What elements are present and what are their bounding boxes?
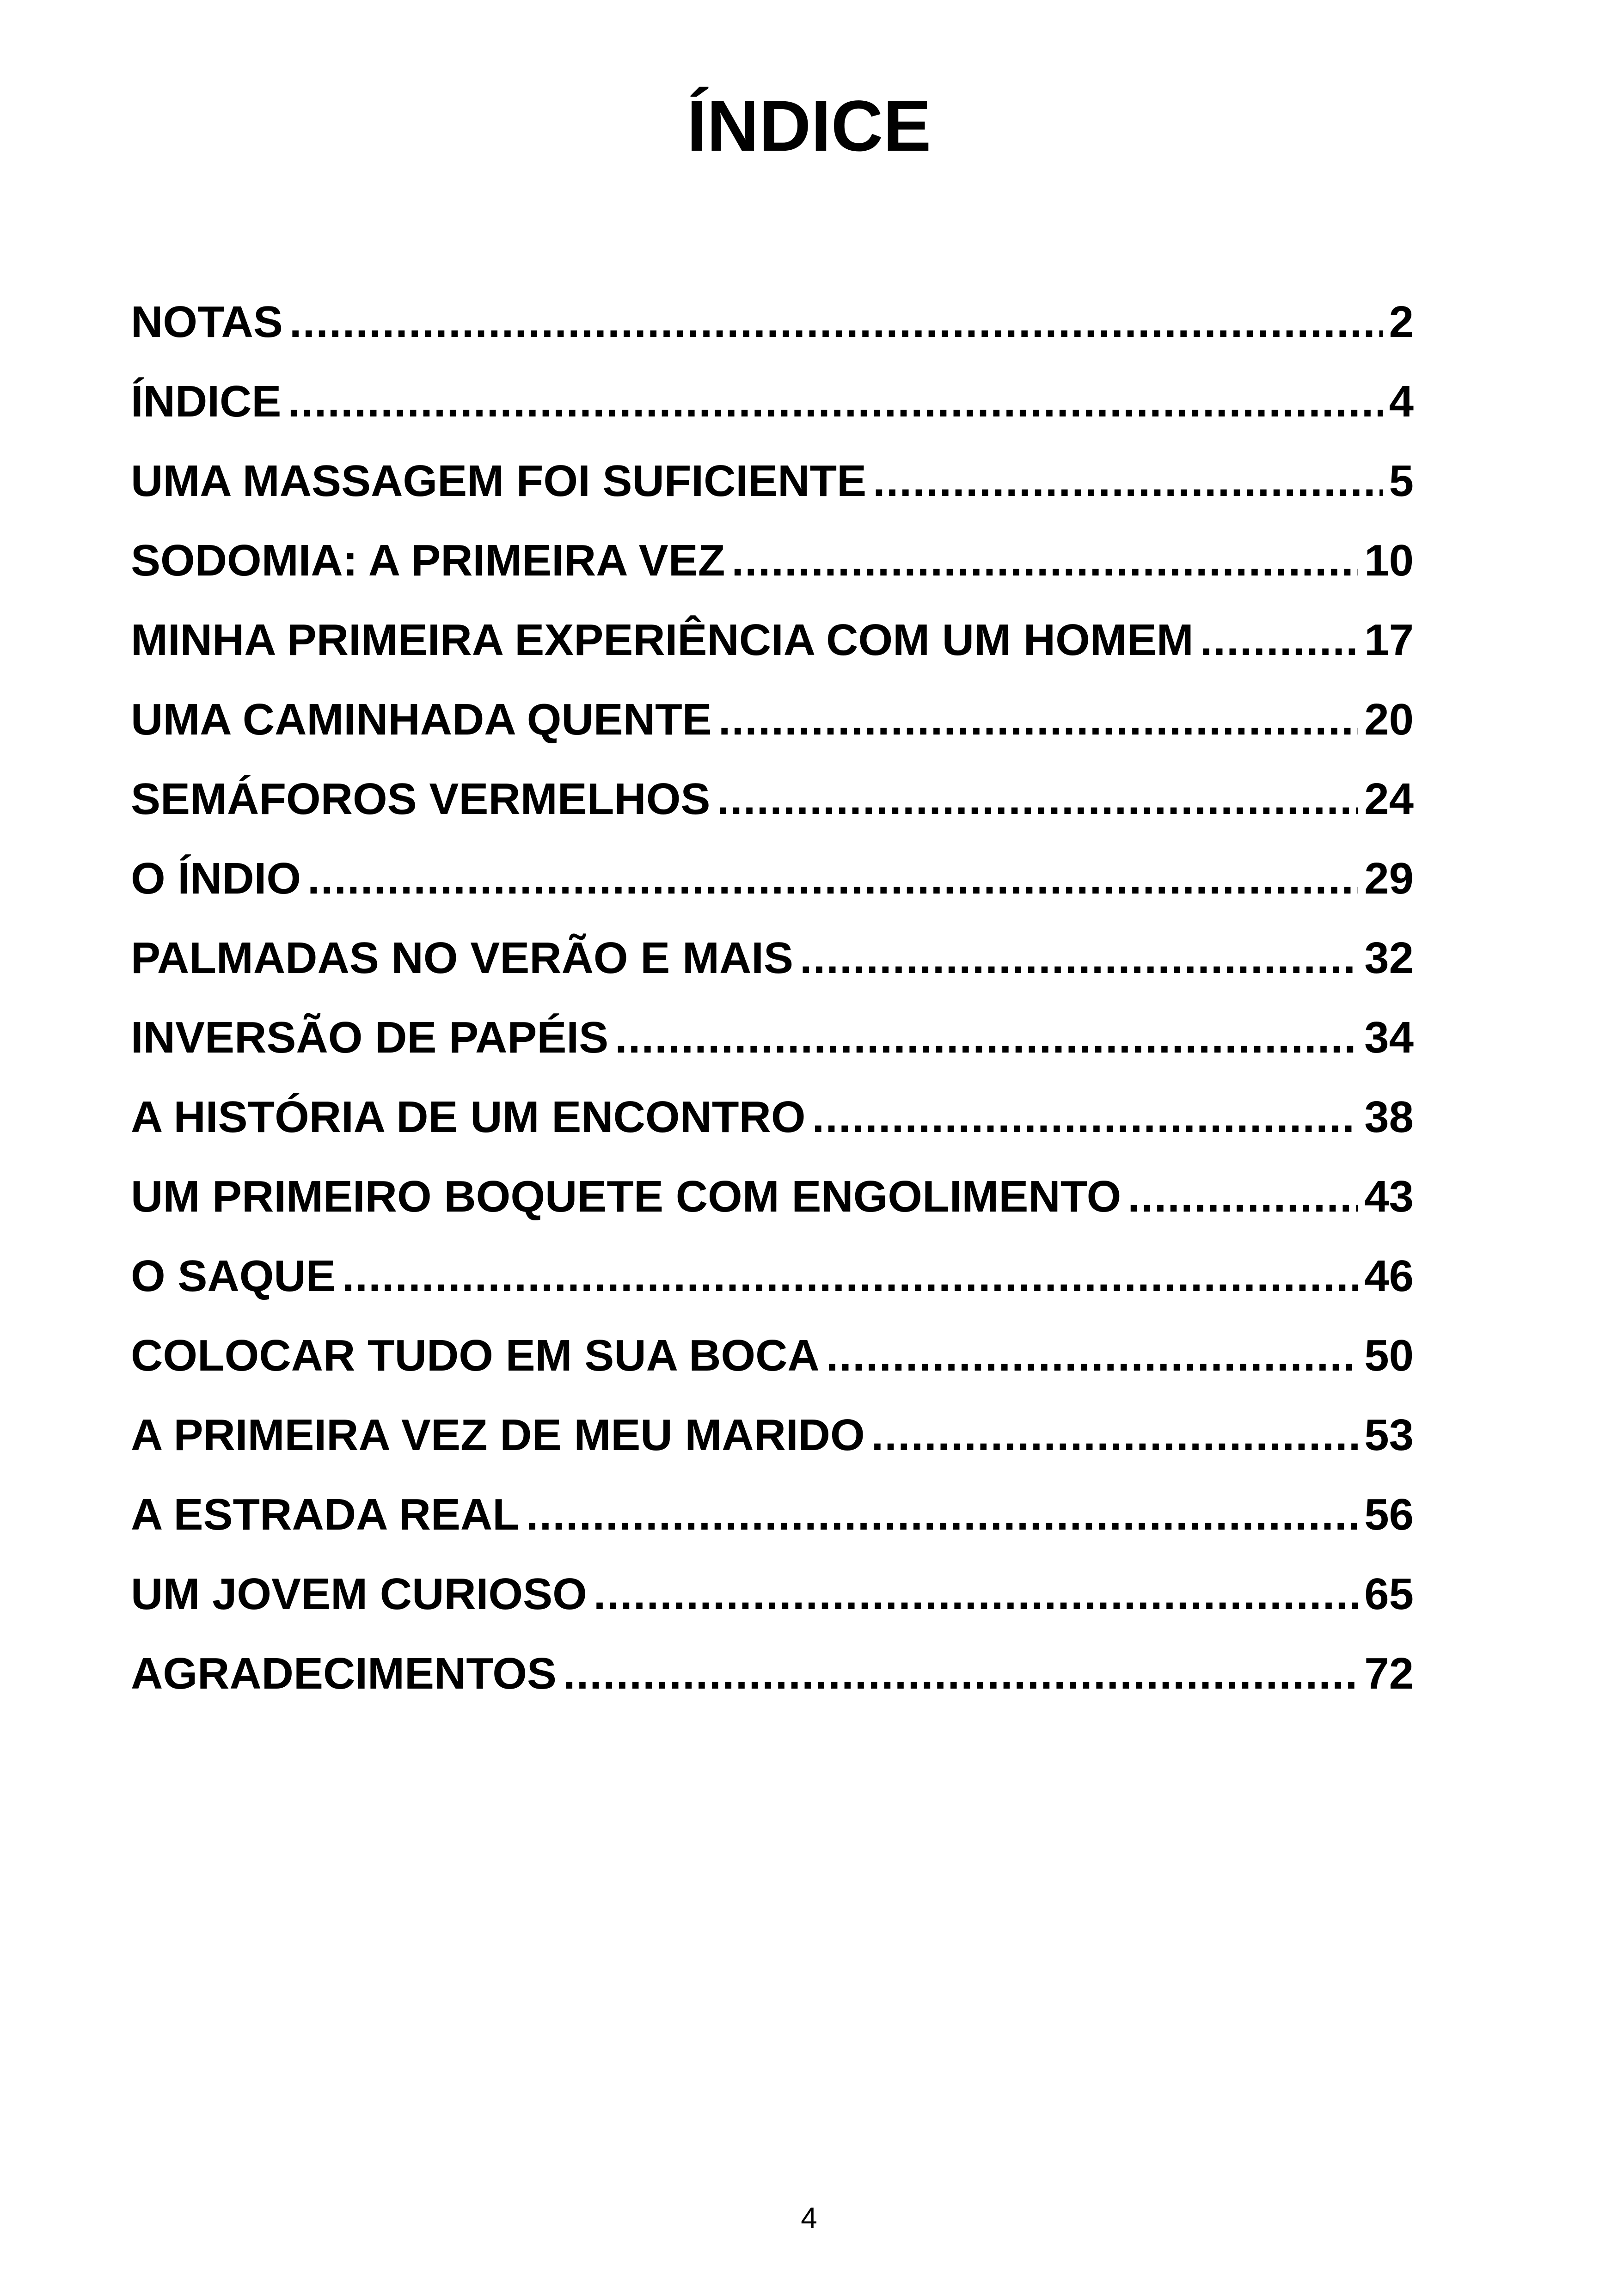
toc-dot-leader (871, 1405, 1358, 1465)
toc-entry-title: COLOCAR TUDO EM SUA BOCA (131, 1331, 820, 1380)
toc-entry-title: O SAQUE (131, 1251, 336, 1301)
toc-entry-title: AGRADECIMENTOS (131, 1649, 557, 1698)
toc-entry-page: 34 (1364, 1013, 1414, 1062)
toc-entry[interactable] (131, 372, 1414, 451)
toc-entry-page: 17 (1364, 615, 1414, 665)
toc-entry[interactable] (131, 1405, 1414, 1485)
toc-dot-leader (615, 1008, 1358, 1068)
toc-entry-title: A PRIMEIRA VEZ DE MEU MARIDO (131, 1410, 865, 1460)
toc-entry-title: SODOMIA: A PRIMEIRA VEZ (131, 536, 725, 585)
toc-entry-page: 46 (1364, 1251, 1414, 1301)
toc-entry[interactable] (131, 1326, 1414, 1405)
toc-entry[interactable] (131, 292, 1414, 372)
toc-entry-page: 4 (1389, 377, 1414, 426)
toc-entry-page: 2 (1389, 297, 1414, 347)
toc-entry[interactable] (131, 1246, 1414, 1326)
toc-entry-title: A ESTRADA REAL (131, 1490, 520, 1539)
toc-entry[interactable] (131, 928, 1414, 1008)
page-number: 4 (801, 2201, 817, 2235)
toc-dot-leader (594, 1564, 1358, 1624)
toc-entry-page: 5 (1389, 456, 1414, 506)
toc-entry-page: 43 (1364, 1172, 1414, 1221)
toc-entry[interactable] (131, 1167, 1414, 1246)
toc-entry-title: UM PRIMEIRO BOQUETE COM ENGOLIMENTO (131, 1172, 1122, 1221)
toc-entry[interactable] (131, 451, 1414, 531)
toc-dot-leader (289, 292, 1383, 352)
toc-entry-title: O ÍNDIO (131, 854, 301, 903)
toc-dot-leader (307, 849, 1358, 909)
toc-entry[interactable] (131, 531, 1414, 610)
toc-entry-title: ÍNDICE (131, 377, 282, 426)
toc-entry-title: NOTAS (131, 297, 283, 347)
toc-entry-page: 65 (1364, 1569, 1414, 1619)
toc-entry-page: 53 (1364, 1410, 1414, 1460)
toc-entry-title: A HISTÓRIA DE UM ENCONTRO (131, 1092, 806, 1142)
toc-entry-page: 72 (1364, 1649, 1414, 1698)
toc-dot-leader (717, 769, 1358, 829)
toc-entry[interactable] (131, 849, 1414, 928)
toc-dot-leader (526, 1485, 1358, 1545)
toc-entry[interactable] (131, 610, 1414, 690)
toc-entry-page: 56 (1364, 1490, 1414, 1539)
toc-entry-title: UMA CAMINHADA QUENTE (131, 695, 712, 744)
toc-dot-leader (342, 1246, 1358, 1306)
toc-entry-title: PALMADAS NO VERÃO E MAIS (131, 933, 793, 983)
toc-entry-title: SEMÁFOROS VERMELHOS (131, 774, 711, 824)
toc-entry-page: 20 (1364, 695, 1414, 744)
toc-entry[interactable] (131, 1008, 1414, 1087)
toc-entry[interactable] (131, 1485, 1414, 1564)
toc-entry-title: UM JOVEM CURIOSO (131, 1569, 587, 1619)
toc-dot-leader (812, 1087, 1358, 1147)
toc-entry-page: 38 (1364, 1092, 1414, 1142)
toc-entry[interactable] (131, 1564, 1414, 1644)
toc-dot-leader (731, 531, 1358, 591)
toc-entry[interactable] (131, 1087, 1414, 1167)
toc-entry[interactable] (131, 769, 1414, 849)
table-of-contents (131, 292, 1414, 1723)
toc-entry[interactable] (131, 1644, 1414, 1723)
toc-entry-page: 10 (1364, 536, 1414, 585)
toc-dot-leader (826, 1326, 1358, 1386)
toc-entry-title: UMA MASSAGEM FOI SUFICIENTE (131, 456, 867, 506)
toc-dot-leader (288, 372, 1382, 432)
toc-dot-leader (1200, 610, 1358, 670)
toc-dot-leader (718, 690, 1358, 750)
toc-entry-page: 50 (1364, 1331, 1414, 1380)
toc-entry-title: INVERSÃO DE PAPÉIS (131, 1013, 609, 1062)
toc-entry-page: 32 (1364, 933, 1414, 983)
toc-entry-page: 24 (1364, 774, 1414, 824)
toc-dot-leader (873, 451, 1382, 511)
toc-entry-title: MINHA PRIMEIRA EXPERIÊNCIA COM UM HOMEM (131, 615, 1194, 665)
toc-dot-leader (563, 1644, 1358, 1704)
toc-dot-leader (800, 928, 1358, 988)
toc-entry-page: 29 (1364, 854, 1414, 903)
toc-dot-leader (1128, 1167, 1358, 1227)
page-title: ÍNDICE (686, 86, 932, 166)
toc-entry[interactable] (131, 690, 1414, 769)
